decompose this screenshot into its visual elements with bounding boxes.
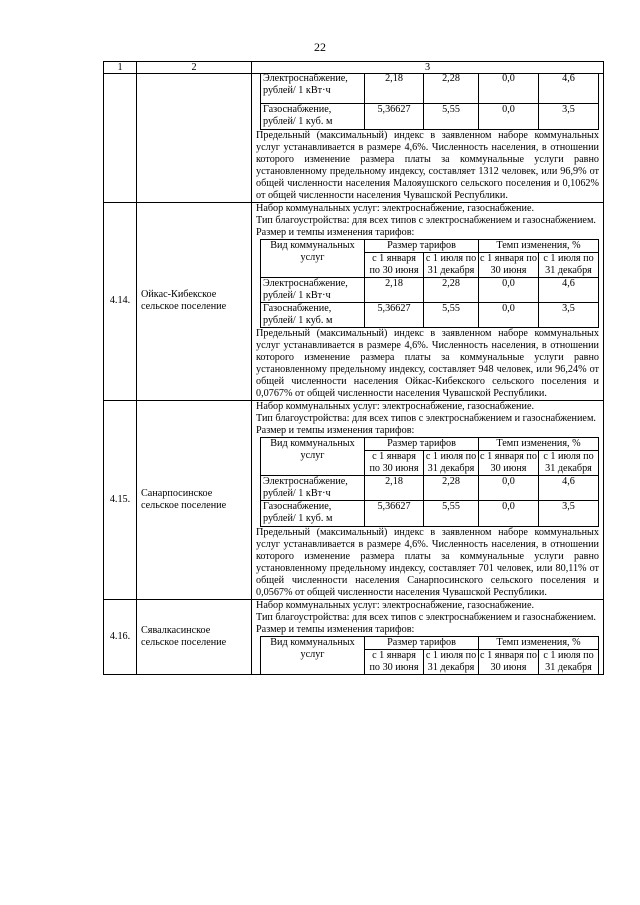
tariff-value: 2,28 (424, 73, 479, 103)
rate-value: 0,0 (479, 277, 539, 302)
tariff-row-gas (261, 501, 599, 526)
entry-number: 4.16. (104, 599, 137, 674)
tariff-size-header: Размер тарифов (365, 239, 479, 252)
period-header: с 1 июля по 31 декабря (539, 649, 599, 674)
tariff-value: 5,55 (424, 103, 479, 129)
index-text: Предельный (максимальный) индекс в заявленном наборе коммунальных услуг устанавливается в размере 4,6%. Численность населения, в отношении которого изменение размера платы за коммунальные услуги равно установленному предельному индексу, составляет 948 человек, или 96,24% от общей численности населения Ойкас-Кибекского сельского поселения и 0,0767% от общей численности населения Чувашской Республики. (256, 328, 599, 400)
entry-name: Санарпосинское сельское поселение (137, 401, 252, 600)
period-header: с 1 июля по 31 декабря (424, 649, 479, 674)
tariff-subtable (260, 636, 599, 674)
tariff-row-electricity (261, 476, 599, 501)
service-label: Электроснабжение, рублей/ 1 кВт·ч (261, 277, 365, 302)
entry-name: Сявалкасинское сельское поселение (137, 599, 252, 674)
column-number-2: 2 (137, 62, 252, 74)
service-label: Электроснабжение, рублей/ 1 кВт·ч (261, 73, 365, 103)
entry-number: 4.14. (104, 202, 137, 401)
tariff-value: 2,28 (424, 476, 479, 501)
rate-value: 3,5 (539, 302, 599, 327)
continued-entry (104, 74, 604, 203)
service-label: Газоснабжение, рублей/ 1 куб. м (261, 103, 365, 129)
tariff-size-text: Размер и темпы изменения тарифов: (256, 425, 415, 437)
rate-value: 3,5 (539, 103, 599, 129)
entry-4-16 (104, 599, 604, 674)
tariff-value: 5,55 (424, 501, 479, 526)
tariff-row-electricity (261, 73, 599, 103)
period-header: с 1 января по 30 июня (365, 451, 424, 476)
tariff-subtable (260, 73, 599, 130)
tariff-value: 5,36627 (365, 302, 424, 327)
service-set-text: Набор коммунальных услуг: электроснабжение, газоснабжение. (256, 202, 535, 214)
tariff-size-text: Размер и темпы изменения тарифов: (256, 623, 415, 635)
rate-header: Темп изменения, % (479, 438, 599, 451)
index-text: Предельный (максимальный) индекс в заявленном наборе коммунальных услуг устанавливается в размере 4,6%. Численность населения, в отношении которого изменение размера платы за коммунальные услуги равно установленному предельному индексу, составляет 701 человек, или 80,11% от общей численности населения Санарпосинского сельского поселения и 0,0567% от общей численности населения Чувашской Республики. (256, 526, 599, 598)
entry-4-14 (104, 202, 604, 401)
tariff-subtable (260, 437, 599, 526)
tariff-subtable (260, 239, 599, 328)
tariff-value: 2,18 (365, 476, 424, 501)
rate-value: 0,0 (479, 476, 539, 501)
rate-value: 3,5 (539, 501, 599, 526)
rate-header: Темп изменения, % (479, 636, 599, 649)
service-set-text: Набор коммунальных услуг: электроснабжение, газоснабжение. (256, 599, 535, 611)
index-text: Предельный (максимальный) индекс в заявленном наборе коммунальных услуг устанавливается в размере 4,6%. Численность населения, в отношении которого изменение размера платы за коммунальные услуги равно установленному предельному индексу, составляет 1312 человек, или 96,9% от общей численности населения Малояушского сельского поселения и 0,1062% от общей численности населения Чувашской Республики. (256, 129, 599, 201)
period-header: с 1 июля по 31 декабря (539, 252, 599, 277)
rate-value: 4,6 (539, 277, 599, 302)
tariff-size-header: Размер тарифов (365, 438, 479, 451)
column-number-3: 3 (252, 62, 604, 74)
tariff-row-electricity (261, 277, 599, 302)
period-header: с 1 января по 30 июня (480, 252, 537, 276)
service-label: Газоснабжение, рублей/ 1 куб. м (261, 501, 365, 526)
tariff-value: 2,18 (365, 73, 424, 103)
column-number-1: 1 (104, 62, 137, 74)
rate-value: 4,6 (539, 476, 599, 501)
period-header: с 1 июля по 31 декабря (424, 252, 479, 277)
period-header: с 1 июля по 31 декабря (424, 451, 479, 476)
rate-value: 0,0 (479, 501, 539, 526)
entry-name: Ойкас-Кибекское сельское поселение (137, 202, 252, 401)
period-header: с 1 января по 30 июня (480, 649, 537, 673)
tariff-row-gas (261, 103, 599, 129)
improvement-type-text: Тип благоустройства: для всех типов с электроснабжением и газоснабжением. (256, 611, 596, 623)
column-number-row (104, 62, 604, 74)
service-set-text: Набор коммунальных услуг: электроснабжение, газоснабжение. (256, 401, 535, 413)
tariff-row-gas (261, 302, 599, 327)
tariff-value: 5,36627 (365, 501, 424, 526)
service-header: Вид коммунальных услуг (261, 438, 365, 476)
rate-value: 4,6 (539, 73, 599, 103)
tariff-size-header: Размер тарифов (365, 636, 479, 649)
tariff-value: 2,28 (424, 277, 479, 302)
period-header: с 1 января по 30 июня (480, 451, 537, 475)
rate-header: Темп изменения, % (479, 239, 599, 252)
rate-value: 0,0 (479, 302, 539, 327)
period-header: с 1 января по 30 июня (365, 649, 424, 674)
tariff-size-text: Размер и темпы изменения тарифов: (256, 226, 415, 238)
entry-number: 4.15. (104, 401, 137, 600)
entry-4-15 (104, 401, 604, 600)
service-label: Газоснабжение, рублей/ 1 куб. м (261, 302, 365, 327)
tariff-value: 5,36627 (365, 103, 424, 129)
period-header: с 1 июля по 31 декабря (539, 451, 599, 476)
municipality-tariff-table (103, 61, 604, 675)
tariff-value: 5,55 (424, 302, 479, 327)
service-header: Вид коммунальных услуг (261, 239, 365, 277)
improvement-type-text: Тип благоустройства: для всех типов с электроснабжением и газоснабжением. (256, 214, 596, 226)
rate-value: 0,0 (479, 73, 539, 103)
tariff-value: 2,18 (365, 277, 424, 302)
rate-value: 0,0 (479, 103, 539, 129)
page-number: 22 (314, 40, 326, 54)
service-header: Вид коммунальных услуг (261, 636, 365, 674)
service-label: Электроснабжение, рублей/ 1 кВт·ч (261, 476, 365, 501)
period-header: с 1 января по 30 июня (365, 252, 424, 277)
improvement-type-text: Тип благоустройства: для всех типов с электроснабжением и газоснабжением. (256, 413, 596, 425)
